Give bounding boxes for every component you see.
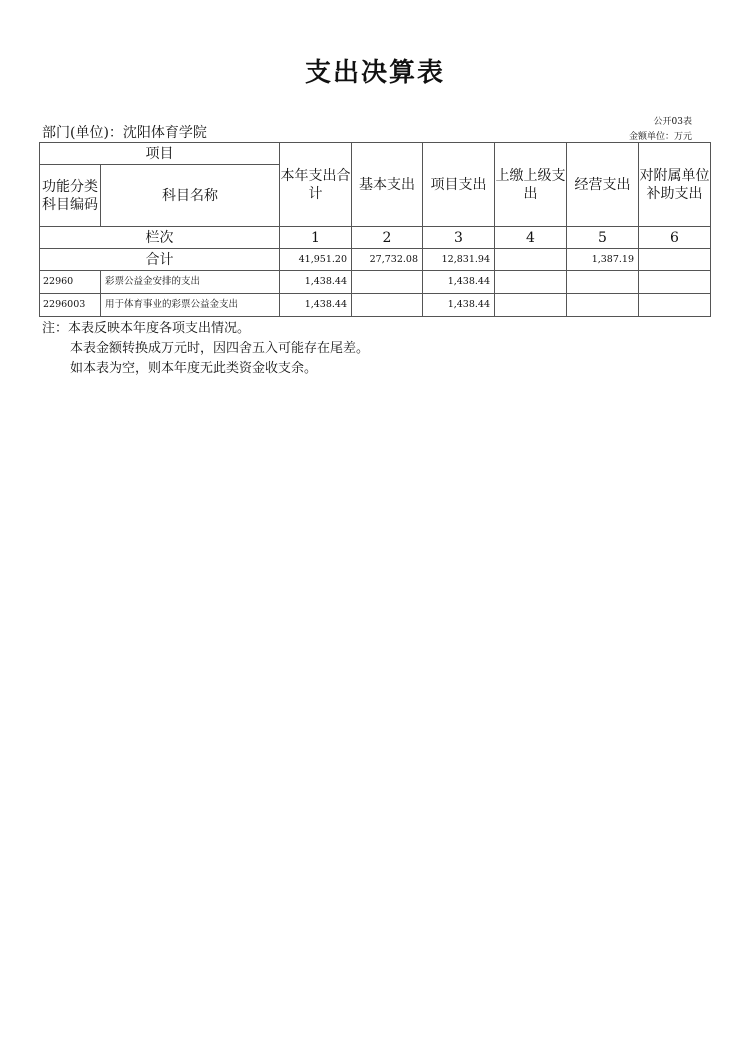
value-cell [639,294,711,317]
row-number-label: 栏次 [40,227,280,249]
header-col-5: 经营支出 [567,143,639,227]
amount-unit: 金额单位：万元 [628,132,692,142]
func-code-cell: 22960 [40,271,101,294]
header-col-6: 对附属单位补助支出 [639,143,711,227]
table-row [40,271,711,294]
value-cell [567,294,639,317]
total-value [495,249,567,271]
total-value: 27,732.08 [352,249,423,271]
value-cell [567,271,639,294]
note-line: 本表金额转换成万元时，因四舍五入可能存在尾差。 [70,341,370,356]
header-col-4: 上缴上级支出 [495,143,567,227]
notes [42,319,369,379]
header-col-2: 基本支出 [352,143,423,227]
total-label: 合计 [40,249,280,271]
row-number: 6 [639,227,711,249]
value-cell [352,294,423,317]
expenditure-table [39,142,711,317]
total-value [639,249,711,271]
row-number: 2 [352,227,423,249]
header-col-1: 本年支出合计 [280,143,352,227]
total-value: 41,951.20 [280,249,352,271]
value-cell: 1,438.44 [280,294,352,317]
value-cell [495,271,567,294]
subject-name-cell: 用于体育事业的彩票公益金支出 [101,294,280,317]
page-title: 支出决算表 [304,58,445,88]
row-number: 3 [423,227,495,249]
func-code-cell: 2296003 [40,294,101,317]
total-row [40,249,711,271]
value-cell [352,271,423,294]
value-cell: 1,438.44 [280,271,352,294]
header-item: 项目 [40,143,280,165]
row-number: 5 [567,227,639,249]
total-value: 12,831.94 [423,249,495,271]
header-func-code: 功能分类科目编码 [40,165,101,227]
subject-name-cell: 彩票公益金安排的支出 [101,271,280,294]
table-row [40,294,711,317]
form-number: 公开03表 [653,117,692,127]
value-cell [639,271,711,294]
value-cell: 1,438.44 [423,271,495,294]
row-number: 1 [280,227,352,249]
row-number: 4 [495,227,567,249]
total-value: 1,387.19 [567,249,639,271]
header-subject-name: 科目名称 [101,165,280,227]
value-cell [495,294,567,317]
value-cell: 1,438.44 [423,294,495,317]
department-label: 部门(单位)：沈阳体育学院 [42,125,207,141]
note-line: 如本表为空，则本年度无此类资金收支余。 [70,361,318,376]
note-line: 注：本表反映本年度各项支出情况。 [42,321,251,336]
header-col-3: 项目支出 [423,143,495,227]
